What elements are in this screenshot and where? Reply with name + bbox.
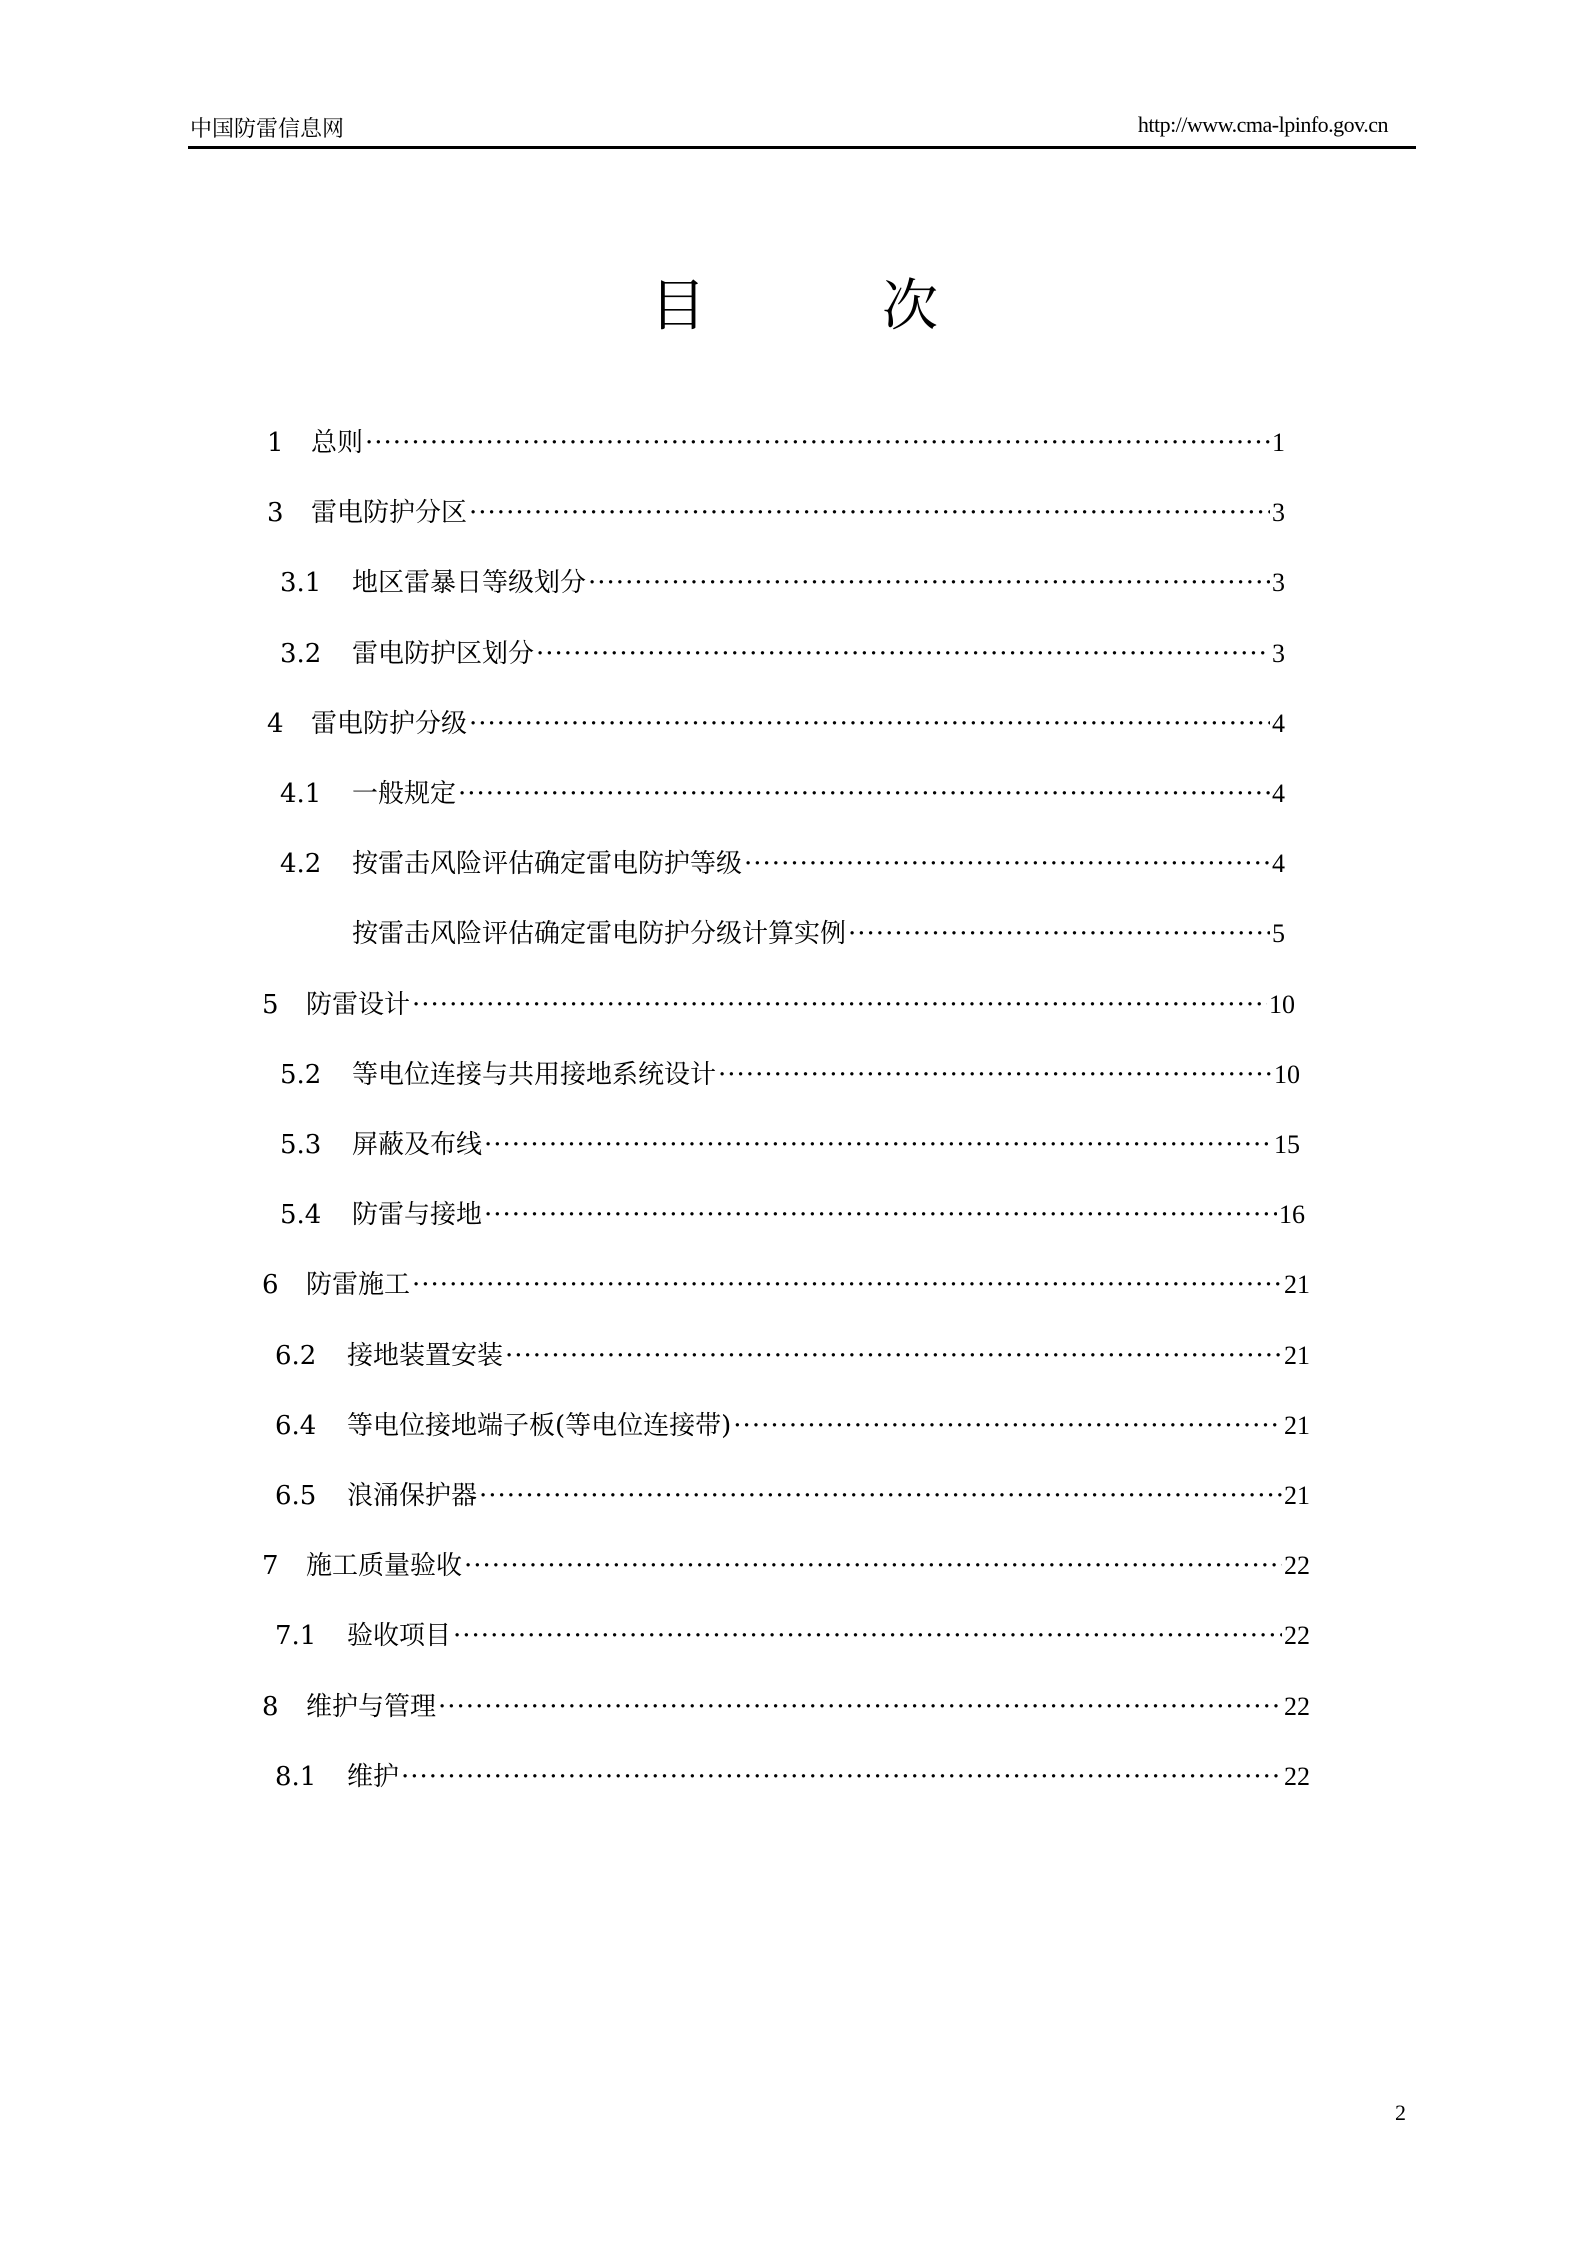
toc-leader-dots (458, 779, 1270, 809)
toc-entry-page: 16 (1279, 1200, 1305, 1230)
title-char-1: 目 (650, 274, 706, 339)
toc-leader-dots (733, 1411, 1282, 1441)
toc-entry-number: 8.1 (275, 1761, 317, 1792)
toc-entry-page: 3 (1272, 568, 1285, 598)
toc-entry[interactable] (267, 492, 1285, 532)
toc-entry-number: 1 (267, 428, 284, 458)
toc-entry-title: 维护 (347, 1761, 400, 1792)
toc-entry-number: 7 (262, 1551, 279, 1582)
toc-entry-page: 3 (1272, 498, 1285, 528)
toc-entry[interactable] (262, 1264, 1310, 1304)
toc-entry-title: 维护与管理 (306, 1691, 437, 1722)
page-number: 2 (1395, 2100, 1406, 2125)
toc-leader-dots (744, 849, 1270, 879)
toc-leader-dots (464, 1551, 1282, 1581)
toc-entry-number: 6.2 (275, 1340, 317, 1371)
toc-entry-number: 4.2 (280, 849, 322, 880)
header-rule (188, 146, 1416, 149)
toc-entry-page: 21 (1284, 1340, 1310, 1370)
toc-entry-title: 雷电防护分区 (311, 498, 468, 529)
toc-leader-dots (718, 1060, 1272, 1090)
toc-entry-title: 雷电防护区划分 (352, 638, 535, 669)
toc-leader-dots (469, 498, 1270, 528)
toc-entry[interactable] (267, 703, 1285, 743)
toc-entry[interactable] (280, 562, 1285, 602)
toc-entry[interactable] (267, 422, 1285, 462)
toc-entry[interactable] (262, 1686, 1310, 1726)
toc-entry-number: 3.2 (280, 638, 322, 669)
toc-entry[interactable] (280, 843, 1285, 883)
toc-entry-number: 5 (262, 989, 279, 1020)
toc-entry-number: 6 (262, 1270, 279, 1301)
toc-entry-page: 10 (1269, 989, 1295, 1019)
toc-entry-number: 3 (267, 498, 284, 529)
toc-leader-dots (536, 639, 1270, 669)
toc-entry-title: 等电位连接与共用接地系统设计 (352, 1059, 717, 1090)
toc-leader-dots (588, 568, 1270, 598)
toc-entry-page: 10 (1274, 1059, 1300, 1089)
toc-entry-page: 5 (1272, 919, 1285, 949)
toc-leader-dots (438, 1692, 1282, 1722)
toc-entry-title: 地区雷暴日等级划分 (352, 568, 587, 599)
toc-entry-number: 6.5 (275, 1481, 317, 1511)
toc-entry-title: 防雷与接地 (352, 1200, 483, 1231)
toc-entry-number: 3.1 (280, 568, 322, 599)
toc-entry-page: 21 (1284, 1410, 1310, 1440)
toc-entry-title: 屏蔽及布线 (352, 1130, 483, 1160)
toc-entry-page: 21 (1284, 1270, 1310, 1300)
toc-entry-number: 8 (262, 1691, 279, 1722)
toc-entry-page: 4 (1272, 849, 1285, 879)
toc-entry-number: 5.4 (280, 1200, 322, 1231)
toc-entry-title: 验收项目 (347, 1621, 452, 1652)
toc-entry-title: 按雷击风险评估确定雷电防护等级 (352, 849, 743, 880)
toc-entry-title: 雷电防护分级 (311, 708, 468, 739)
toc-entry-number: 5.2 (280, 1059, 322, 1090)
toc-entry-title: 总则 (311, 428, 364, 458)
toc-entry-title: 防雷设计 (306, 989, 411, 1020)
toc-entry-page: 22 (1284, 1551, 1310, 1581)
toc-leader-dots (484, 1130, 1272, 1160)
toc-entry-title: 施工质量验收 (306, 1551, 463, 1582)
toc-leader-dots (505, 1341, 1282, 1371)
toc-entry-number: 7.1 (275, 1621, 317, 1652)
toc-leader-dots (401, 1762, 1282, 1792)
toc-entry-page: 22 (1284, 1691, 1310, 1721)
toc-entry-page: 22 (1284, 1621, 1310, 1651)
toc-entry-title: 浪涌保护器 (347, 1481, 478, 1511)
toc-entry-page: 21 (1284, 1481, 1310, 1510)
toc-entry-number: 4.1 (280, 779, 322, 809)
header-site-name: 中国防雷信息网 (190, 117, 345, 142)
toc-entry[interactable] (275, 1756, 1310, 1796)
toc-entry[interactable] (280, 1054, 1300, 1094)
toc-entry-number: 5.3 (280, 1130, 322, 1160)
toc-leader-dots (412, 990, 1267, 1020)
toc-entry-title: 接地装置安装 (347, 1340, 504, 1371)
toc-entry-title: 按雷击风险评估确定雷电防护分级计算实例 (352, 919, 847, 950)
toc-entry[interactable] (275, 1335, 1310, 1375)
toc-entry[interactable] (280, 913, 1285, 953)
toc-leader-dots (412, 1270, 1282, 1300)
toc-leader-dots (848, 919, 1270, 949)
toc-leader-dots (365, 428, 1270, 458)
toc-leader-dots (453, 1621, 1282, 1651)
toc-entry[interactable] (275, 1475, 1310, 1515)
toc-entry-page: 4 (1272, 708, 1285, 738)
toc-entry[interactable] (275, 1615, 1310, 1655)
toc-entry[interactable] (262, 1545, 1310, 1585)
header-url: http://www.cma-lpinfo.gov.cn (1137, 112, 1388, 137)
toc-entry[interactable] (280, 773, 1285, 813)
toc-entry-number: 6.4 (275, 1410, 317, 1441)
toc-entry-number: 4 (267, 708, 284, 739)
toc-entry-title: 一般规定 (352, 779, 457, 809)
title-char-2: 次 (882, 274, 938, 339)
toc-entry-page: 22 (1284, 1761, 1310, 1791)
toc-entry-page: 4 (1272, 779, 1285, 808)
toc-leader-dots (469, 709, 1270, 739)
toc-entry-title: 等电位接地端子板(等电位连接带) (347, 1410, 732, 1441)
toc-leader-dots (484, 1200, 1277, 1230)
toc-entry-page: 15 (1274, 1130, 1300, 1159)
toc-entry-title: 防雷施工 (306, 1270, 411, 1301)
toc-leader-dots (479, 1481, 1282, 1511)
toc-entry-page: 1 (1272, 428, 1285, 457)
toc-entry[interactable] (280, 1194, 1305, 1234)
page-title (0, 262, 1588, 342)
toc-entry[interactable] (280, 633, 1285, 673)
toc-entry[interactable] (262, 984, 1295, 1024)
toc-entry-page: 3 (1272, 638, 1285, 668)
toc-entry[interactable] (275, 1405, 1310, 1445)
toc-entry[interactable] (280, 1124, 1300, 1164)
